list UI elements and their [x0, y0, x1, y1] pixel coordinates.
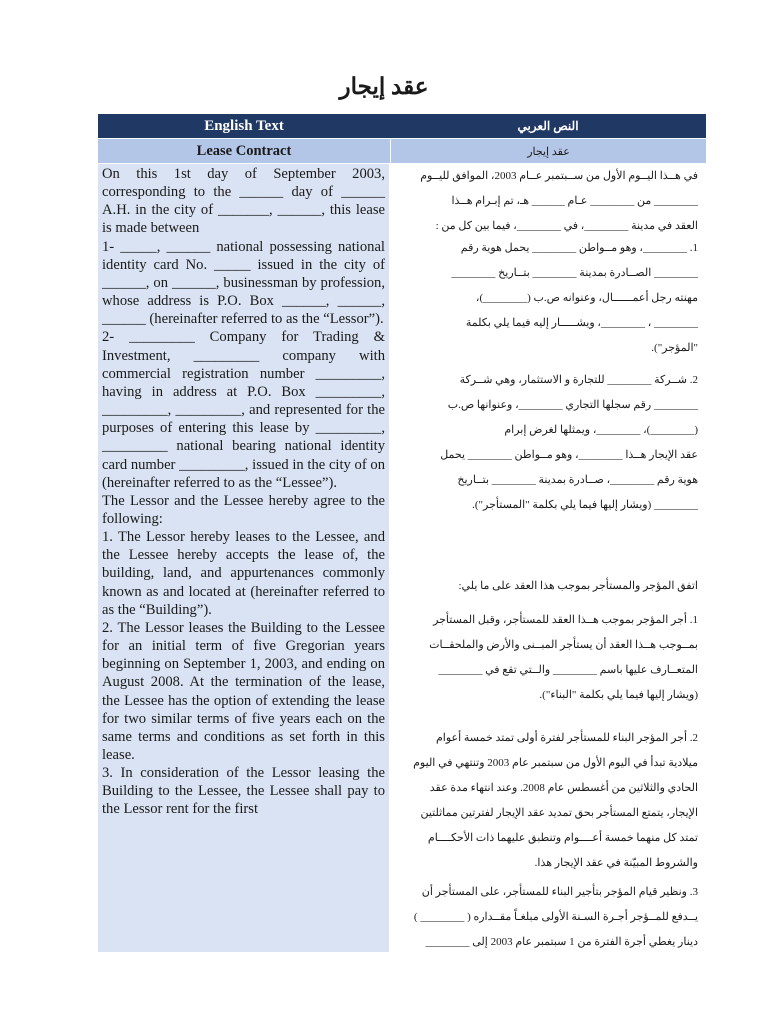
header-english: English Text	[204, 117, 284, 134]
table-header-row	[98, 114, 706, 138]
arabic-line: 1. ________، وهو مــواطن ________ يحمل هوية رقم	[460, 242, 698, 254]
arabic-paragraph-agreement	[399, 574, 698, 599]
arabic-line: (ويشار إليها فيما يلي بكلمة "البناء").	[539, 689, 698, 701]
english-paragraph-agreement: The Lessor and the Lessee hereby agree to the following:	[102, 492, 385, 527]
arabic-paragraph-intro	[399, 164, 698, 239]
arabic-line: الإيجار، يتمتع المستأجر بحق تمديد عقد الإيجار لفترتين مماثلتين	[420, 807, 698, 819]
arabic-paragraph-clause-3	[399, 880, 698, 955]
arabic-line: دينار يغطي أجرة الفترة من 1 سبتمبر عام 2003 إلى ________	[425, 936, 698, 948]
arabic-line: "المؤجر").	[651, 342, 698, 354]
arabic-paragraph-clause-2	[399, 726, 698, 876]
bilingual-table	[98, 114, 706, 952]
arabic-line: عقد الإيجار هــذا ________، وهو مــواطن ________ يحمل	[440, 449, 698, 461]
subheader-english: Lease Contract	[196, 142, 292, 159]
arabic-line: المتعــارف عليها باسم ________ والــتي تقع في ________	[438, 664, 698, 676]
subheader-arabic: عقد إيجار	[390, 139, 706, 163]
english-paragraph-clause-2: 2. The Lessor leases the Building to the Lessee for an initial term of five Gregorian years beginning on September 1, 2003, and ending on August 2008. At the termination of the lease, the Lessee has the option of extending the lease for two similar terms of five years each on the same terms and conditions as set forth in this lease.	[102, 619, 385, 763]
arabic-paragraph-lessor	[399, 236, 698, 361]
table-subheader-row	[98, 138, 706, 163]
arabic-line: مهنته رجل أعمــــــال، وعنوانه ص.ب (________)،	[475, 292, 698, 304]
arabic-line: 2. شــركة ________ للتجارة و الاستثمار، وهي شــركة	[459, 374, 698, 386]
english-paragraph-lessee: 2- _________ Company for Trading & Investment, _________ company with commercial registration number _________, having in address at P.O. Box _________, _________, _________, and represented for the purposes of entering this lease by _________, _________ national bearing national identity card number _________, issued in the city of on (hereinafter referred to as the “Lessee”).	[102, 329, 385, 491]
arabic-column	[389, 164, 706, 952]
arabic-line: تمتد كل منهما خمسة أعــــوام وتنطبق عليهما ذات الأحكــــام	[427, 832, 698, 844]
document-title: عقد إيجار	[339, 74, 429, 99]
english-paragraph-clause-1: 1. The Lessor hereby leases to the Lessee, and the Lessee hereby accepts the lease of, the building, land, and appurtenances commonly known as and located at (hereinafter referred to as the “Building”).	[102, 529, 385, 618]
table-body	[98, 163, 706, 952]
arabic-paragraph-lessee	[399, 368, 698, 518]
arabic-line: 2. أجر المؤجر البناء للمستأجر لفترة أولى تمتد خمسة أعوام	[435, 732, 698, 744]
arabic-line: ميلادية تبدأ في اليوم الأول من سبتمبر عام 2003 وتنتهي في اليوم	[413, 757, 698, 769]
arabic-line: بمــوجب هــذا العقد أن يستأجر المبــنى والأرض والملحقــات	[429, 639, 698, 651]
arabic-line: اتفق المؤجر والمستأجر بموجب هذا العقد على ما يلي:	[458, 580, 698, 592]
arabic-line: يــدفع للمــؤجر أجـرة السـنة الأولى مبلغـاً مقــداره ( ________ )	[413, 911, 698, 923]
arabic-paragraph-clause-1	[399, 608, 698, 708]
arabic-line: (________)، ________، ويمثلها لغرض إبرام	[504, 424, 698, 436]
english-paragraph-intro: On this 1st day of September 2003, corresponding to the ______ day of ______ A.H. in the city of _______, ______, this lease is made between	[102, 166, 385, 237]
english-column	[98, 164, 389, 952]
header-arabic: النص العربي	[517, 118, 579, 133]
arabic-line: العقد في مدينة ________، في ________، فيما بين كل من :	[435, 220, 698, 232]
english-paragraph-lessor: 1- _____, ______ national possessing national identity card No. _____ issued in the city of ______, on ______, businessman by profession, whose address is P.O. Box ______, ______, ______ (hereinafter referred to as the “Lessor”).	[102, 238, 385, 328]
arabic-line: ________ ، ________، ويشـــــار إليه فيما يلي بكلمة	[465, 317, 698, 329]
arabic-line: 1. أجر المؤجر بموجب هــذا العقد للمستأجر، وقبل المستأجر	[433, 614, 698, 626]
arabic-line: ________ رقم سجلها التجاري ________، وعنوانها ص.ب	[447, 399, 698, 411]
arabic-line: ________ من ________ عـام ______ هـ، تم إبـرام هــذا	[451, 195, 698, 207]
arabic-line: والشروط المبيّنة في عقد الإيجار هذا.	[534, 857, 698, 869]
english-paragraph-clause-3: 3. In consideration of the Lessor leasing the Building to the Lessee, the Lessee shall pay to the Lessor rent for the first	[102, 765, 385, 818]
arabic-line: 3. ونظير قيام المؤجر بتأجير البناء للمستأجر، على المستأجر أن	[421, 886, 698, 898]
arabic-line: ________ الصــادرة بمدينة ________ بتــاريخ ________	[451, 267, 698, 279]
arabic-line: الحادي والثلاثين من أغسطس عام 2008. وعند انتهاء مدة عقد	[429, 782, 698, 794]
arabic-line: هوية رقم ________، صــادرة بمدينة ________ بتــاريخ	[457, 474, 698, 486]
arabic-line: ________ (ويشار إليها فيما يلي بكلمة "المستأجر").	[472, 499, 698, 511]
arabic-line: في هــذا اليــوم الأول من ســبتمبر عــام 2003، الموافق لليــوم	[420, 170, 698, 182]
